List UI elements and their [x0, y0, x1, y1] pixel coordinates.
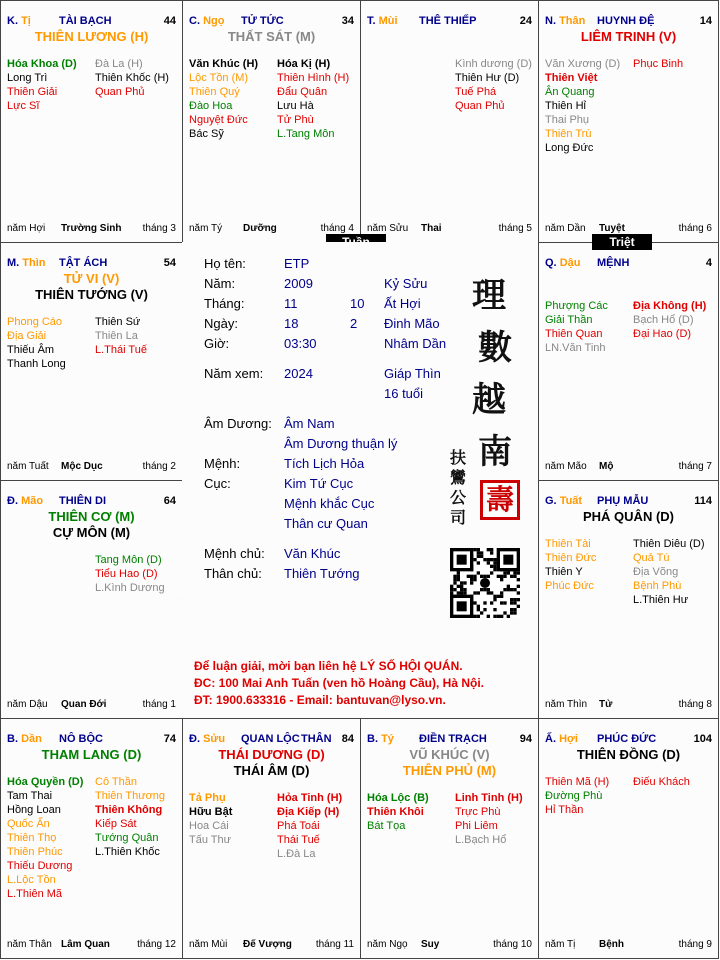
minor-star: Đà La (H)	[95, 58, 143, 70]
main-star: THIÊN CƠ (M)	[48, 509, 135, 524]
palace-month: tháng 3	[142, 223, 176, 234]
minor-star: Quan Phủ	[455, 100, 505, 112]
minor-star: Thiên Quan	[545, 328, 603, 340]
palace-phase: Tử	[599, 699, 613, 710]
minor-star: Thiếu Âm	[7, 344, 55, 356]
minor-star: Văn Khúc (H)	[189, 58, 259, 70]
contact-line: ĐT: 1900.633316 - Email: bantuvan@lyso.vn.	[194, 693, 446, 707]
minor-star: Tướng Quân	[95, 832, 159, 844]
minor-star: Thiên Hư (D)	[455, 72, 520, 84]
minor-star: Hoa Cái	[189, 820, 229, 832]
minor-star: Thiên Khốc (H)	[95, 72, 169, 84]
minor-star: Hóa Lộc (B)	[367, 792, 429, 804]
info-value: Kim Tứ Cục	[284, 476, 354, 491]
minor-star: Thai Phụ	[545, 114, 590, 126]
info-value-canchi: 16 tuổi	[384, 386, 424, 401]
minor-star: Linh Tinh (H)	[455, 792, 523, 804]
palace-stem: Đ.	[189, 733, 200, 745]
palace-month: tháng 1	[142, 699, 176, 710]
minor-star: Bệnh Phù	[633, 580, 682, 592]
palace-year: năm Mão	[545, 461, 587, 472]
info-label: Mệnh:	[204, 456, 241, 471]
palace-branch-name: Thìn	[22, 257, 46, 269]
minor-star: Thiên Sứ	[95, 316, 141, 328]
palace-age: 44	[163, 15, 176, 27]
palace-stem: T.	[367, 15, 376, 27]
info-value-lunar: 2	[350, 316, 358, 331]
palace-stem: Q.	[545, 257, 557, 269]
minor-star: Phục Binh	[633, 58, 684, 70]
info-value: Âm Dương thuận lý	[284, 436, 398, 451]
minor-star: Ân Quang	[545, 86, 595, 98]
minor-star: Quan Phủ	[95, 86, 145, 98]
info-label: Năm:	[204, 276, 236, 291]
palace-stem: B.	[367, 733, 378, 745]
main-star: THIÊN LƯƠNG (H)	[34, 29, 149, 44]
info-row	[204, 456, 524, 472]
palace-stem: K.	[7, 15, 18, 27]
main-star: THIÊN TƯỚNG (V)	[35, 287, 148, 302]
palace-stem: M.	[7, 257, 20, 269]
contact-line: ĐC: 100 Mai Anh Tuấn (ven hồ Hoàng Cầu), Hà Nội.	[194, 676, 485, 690]
minor-star: L.Lộc Tồn	[7, 874, 56, 886]
minor-star: Thiên Giải	[7, 86, 58, 98]
palace-age: 84	[341, 733, 354, 745]
minor-star: Địa Võng	[633, 566, 679, 578]
palace-stem: Đ.	[7, 495, 18, 507]
calligraphy-char: 理	[472, 276, 506, 316]
triet-tag: Triệt	[592, 234, 652, 250]
palace-phase: Bệnh	[599, 939, 624, 950]
minor-star: L.Tang Môn	[277, 128, 335, 140]
palace-year: năm Thìn	[545, 699, 588, 710]
info-label: Tháng:	[204, 296, 245, 311]
palace-age: 104	[693, 733, 712, 745]
minor-star: Kiếp Sát	[95, 818, 137, 830]
palace-year: năm Tuất	[7, 461, 49, 472]
minor-star: L.Thiên Khốc	[95, 846, 160, 858]
palace-stem: G.	[545, 495, 557, 507]
minor-star: Lộc Tồn (M)	[189, 72, 249, 84]
minor-star: Giải Thần	[545, 314, 593, 326]
minor-star: Lưu Hà	[277, 100, 314, 112]
info-row	[204, 336, 524, 352]
info-label: Cục:	[204, 476, 231, 491]
palace-phase: Mộ	[599, 461, 614, 472]
minor-star: Bát Tọa	[367, 820, 406, 832]
info-row	[204, 436, 524, 452]
palace-month: tháng 10	[493, 939, 532, 950]
palace-name: THÊ THIẾP	[419, 15, 477, 27]
palace-branch-name: Tý	[381, 733, 394, 745]
info-label: Năm xem:	[204, 366, 264, 381]
calligraphy-char: 數	[478, 328, 512, 368]
palace-branch-name: Dậu	[559, 257, 581, 269]
minor-star: L.Thái Tuế	[95, 344, 147, 356]
info-value: ETP	[284, 256, 310, 271]
palace-stem: Ấ.	[545, 733, 556, 745]
than-tag: THÂN	[301, 733, 332, 745]
minor-star: Hữu Bật	[189, 806, 233, 818]
minor-star: Kình dương (D)	[455, 58, 532, 70]
info-value: 2024	[284, 366, 313, 381]
minor-star: Đại Hao (D)	[633, 328, 692, 340]
minor-star: Phong Cáo	[7, 316, 63, 328]
minor-star: Đào Hoa	[189, 100, 233, 112]
palace-year: năm Ngọ	[367, 939, 408, 950]
minor-star: Phượng Các	[545, 300, 608, 312]
palace-stem: N.	[545, 15, 556, 27]
palace-age: 94	[519, 733, 532, 745]
minor-star: Long Trì	[7, 72, 48, 84]
minor-star: Địa Kiếp (H)	[277, 806, 340, 818]
main-star: THAM LANG (D)	[41, 747, 142, 762]
palace-year: năm Mùi	[189, 939, 228, 950]
info-value-canchi: Nhâm Dần	[384, 336, 447, 351]
palace-phase: Tuyệt	[599, 223, 625, 234]
minor-star: Thiên Trù	[545, 128, 592, 140]
minor-star: Văn Xương (D)	[545, 58, 621, 70]
info-row	[204, 476, 524, 492]
minor-star: Phá Toái	[277, 820, 320, 832]
minor-star: Thiên Thọ	[7, 832, 57, 844]
palace-phase: Quan Đới	[61, 699, 107, 710]
main-star: CỰ MÔN (M)	[52, 525, 131, 540]
minor-star: Nguyệt Đức	[189, 114, 248, 126]
minor-star: Đường Phù	[545, 790, 603, 802]
minor-star: Thiên Quý	[189, 86, 240, 98]
main-star: THÁI ÂM (D)	[233, 763, 310, 778]
info-value: Mệnh khắc Cục	[284, 496, 375, 511]
palace-age: 74	[163, 733, 176, 745]
minor-star: Cô Thần	[95, 776, 137, 788]
minor-star: LN.Văn Tinh	[545, 342, 606, 354]
info-value: 11	[284, 296, 298, 311]
palace-branch-name: Tị	[21, 15, 31, 27]
info-label: Giờ:	[204, 336, 230, 351]
main-star: THIÊN ĐỒNG (D)	[576, 747, 681, 762]
palace-name: MỆNH	[597, 257, 630, 269]
palace-year: năm Hợi	[7, 223, 46, 234]
palace-name: TẬT ÁCH	[59, 257, 108, 269]
palace-name: THIÊN DI	[59, 495, 107, 507]
minor-star: L.Bạch Hổ	[455, 834, 507, 846]
palace-year: năm Dậu	[7, 699, 48, 710]
info-row	[204, 316, 524, 332]
info-label: Mệnh chủ:	[204, 546, 265, 561]
contact-line: Để luận giải, mời bạn liên hệ LÝ SỐ HỘI QUÁN.	[194, 659, 463, 673]
minor-star: Phi Liêm	[455, 820, 498, 832]
calligraphy-char: 南	[478, 432, 512, 472]
minor-star: Thiên Hình (H)	[277, 72, 350, 84]
minor-star: Quốc Ấn	[7, 818, 50, 830]
info-value: Âm Nam	[284, 416, 335, 431]
palace-branch-name: Thân	[559, 15, 586, 27]
minor-star: Địa Không (H)	[633, 300, 707, 312]
minor-star: Thiếu Dương	[7, 860, 73, 872]
info-value: 18	[284, 316, 299, 331]
palace-month: tháng 4	[320, 223, 354, 234]
minor-star: Hồng Loan	[7, 804, 61, 816]
palace-age: 4	[705, 257, 712, 269]
palace-age: 54	[163, 257, 176, 269]
minor-star: Thiên Hỉ	[545, 100, 586, 112]
qr-code-icon	[450, 548, 520, 618]
main-star: VŨ KHÚC (V)	[409, 747, 490, 762]
palace-branch-name: Sửu	[203, 733, 226, 745]
info-row	[204, 496, 524, 512]
minor-star: Thiên Diêu (D)	[633, 538, 705, 550]
palace-phase: Dưỡng	[243, 223, 277, 234]
minor-star: Tấu Thư	[189, 834, 232, 846]
minor-star: Trực Phù	[455, 806, 501, 818]
info-value-canchi: Ất Hợi	[384, 296, 421, 311]
minor-star: Thiên Mã (H)	[545, 776, 610, 788]
calligraphy-char: 越	[472, 380, 506, 420]
minor-star: Thiên Y	[545, 566, 583, 578]
calligraphy-small-char: 鸞	[450, 468, 467, 487]
palace-year: năm Thân	[7, 939, 52, 950]
minor-star: Thiên Phúc	[7, 846, 63, 858]
info-value: Văn Khúc	[284, 546, 341, 561]
minor-star: Điếu Khách	[633, 776, 690, 788]
info-value: 2009	[284, 276, 313, 291]
info-label: Âm Dương:	[204, 416, 272, 431]
minor-star: Thiên Thương	[95, 790, 166, 802]
palace-year: năm Tị	[545, 939, 576, 950]
info-value: Tích Lịch Hỏa	[284, 456, 365, 471]
palace-month: tháng 8	[678, 699, 712, 710]
palace-stem: B.	[7, 733, 18, 745]
palace-age: 114	[694, 495, 712, 507]
info-value-lunar: 10	[350, 296, 365, 311]
palace-branch-name: Ngọ	[203, 15, 225, 27]
palace-month: tháng 2	[142, 461, 176, 472]
calligraphy-small-char: 公	[450, 488, 467, 507]
minor-star: Bác Sỹ	[189, 128, 224, 140]
palace-phase: Thai	[421, 223, 442, 234]
minor-star: Thiên La	[95, 330, 138, 342]
info-value-canchi: Kỷ Sửu	[384, 276, 428, 291]
palace-phase: Mộc Dục	[61, 461, 103, 472]
palace-name: HUYNH ĐỆ	[597, 15, 655, 27]
minor-star: Hóa Khoa (D)	[7, 58, 77, 70]
minor-star: Thiên Việt	[545, 72, 598, 84]
minor-star: Tiểu Hao (D)	[95, 568, 158, 580]
minor-star: Tam Thai	[7, 790, 53, 802]
minor-star: Lực Sĩ	[7, 100, 40, 112]
palace-age: 24	[519, 15, 532, 27]
palace-name: TÀI BẠCH	[59, 15, 112, 27]
main-star: PHÁ QUÂN (D)	[583, 509, 674, 524]
minor-star: Thanh Long	[7, 358, 66, 370]
minor-star: Thiên Khôi	[367, 806, 424, 818]
palace-name: PHỤ MẪU	[597, 495, 649, 507]
main-star: THIÊN PHỦ (M)	[402, 763, 497, 778]
main-star: THẤT SÁT (M)	[227, 29, 316, 44]
palace-name: TỬ TỨC	[241, 15, 284, 27]
palace-year: năm Dần	[545, 223, 586, 234]
minor-star: L.Thiên Mã	[7, 888, 63, 900]
minor-star: Hóa Kị (H)	[277, 58, 331, 70]
palace-phase: Suy	[421, 939, 440, 950]
calligraphy-small-char: 司	[450, 508, 467, 527]
palace-month: tháng 11	[315, 939, 354, 950]
minor-star: Hỉ Thần	[545, 804, 584, 816]
minor-star: Long Đức	[545, 142, 594, 154]
minor-star: Phúc Đức	[545, 580, 594, 592]
palace-name: QUAN LỘC	[241, 733, 300, 745]
info-label: Họ tên:	[204, 256, 246, 271]
palace-month: tháng 7	[678, 461, 712, 472]
palace-name: ĐIỀN TRẠCH	[419, 733, 487, 745]
minor-star: Tuế Phá	[455, 86, 497, 98]
minor-star: Thái Tuế	[277, 834, 320, 846]
minor-star: Địa Giải	[7, 330, 47, 342]
palace-year: năm Sửu	[367, 223, 409, 234]
palace-branch-name: Mùi	[378, 15, 398, 27]
minor-star: Tả Phụ	[189, 792, 226, 804]
info-value-canchi: Đinh Mão	[384, 316, 440, 331]
palace-year: năm Tý	[189, 223, 223, 234]
minor-star: Thiên Không	[95, 804, 163, 816]
palace-branch-name: Mão	[21, 495, 44, 507]
palace-phase: Lâm Quan	[61, 939, 110, 950]
info-label: Thân chủ:	[204, 566, 262, 581]
main-star: TỬ VI (V)	[63, 271, 120, 286]
main-star: THÁI DƯƠNG (D)	[218, 747, 325, 762]
palace-month: tháng 5	[498, 223, 532, 234]
palace-month: tháng 12	[137, 939, 176, 950]
minor-star: Bạch Hổ (D)	[633, 314, 694, 326]
palace-phase: Đế Vượng	[243, 939, 292, 950]
palace-month: tháng 9	[678, 939, 712, 950]
minor-star: Quả Tú	[633, 552, 670, 564]
palace-stem: C.	[189, 15, 200, 27]
minor-star: L.Thiên Hư	[633, 594, 689, 606]
minor-star: Tử Phù	[277, 114, 314, 126]
palace-name: PHÚC ĐỨC	[597, 733, 657, 745]
palace-age: 14	[699, 15, 712, 27]
palace-branch-name: Hợi	[559, 733, 578, 745]
palace-age: 64	[163, 495, 176, 507]
info-label: Ngày:	[204, 316, 238, 331]
minor-star: Thiên Tài	[545, 538, 591, 550]
info-value: 03:30	[284, 336, 317, 351]
info-value-canchi: Giáp Thìn	[384, 366, 441, 381]
red-seal: 壽	[480, 480, 520, 520]
minor-star: Tang Môn (D)	[95, 554, 162, 566]
palace-age: 34	[341, 15, 354, 27]
info-row	[204, 256, 524, 272]
info-row	[204, 516, 524, 532]
minor-star: Hóa Quyền (D)	[7, 776, 84, 788]
palace-branch-name: Dần	[21, 733, 42, 745]
minor-star: Đẩu Quân	[277, 86, 328, 98]
minor-star: Hỏa Tinh (H)	[277, 792, 343, 804]
minor-star: L.Đà La	[277, 848, 316, 860]
info-value: Thiên Tướng	[284, 566, 360, 581]
palace-branch-name: Tuất	[559, 495, 583, 507]
calligraphy-small-char: 扶	[450, 448, 467, 467]
palace-month: tháng 6	[678, 223, 712, 234]
palace-name: NÔ BỘC	[59, 733, 103, 745]
main-star: LIÊM TRINH (V)	[580, 29, 677, 44]
minor-star: L.Kình Dương	[95, 582, 165, 594]
center-panel	[182, 242, 538, 718]
palace-phase: Trường Sinh	[61, 223, 122, 234]
minor-star: Thiên Đức	[545, 552, 597, 564]
info-value: Thân cư Quan	[284, 516, 368, 531]
